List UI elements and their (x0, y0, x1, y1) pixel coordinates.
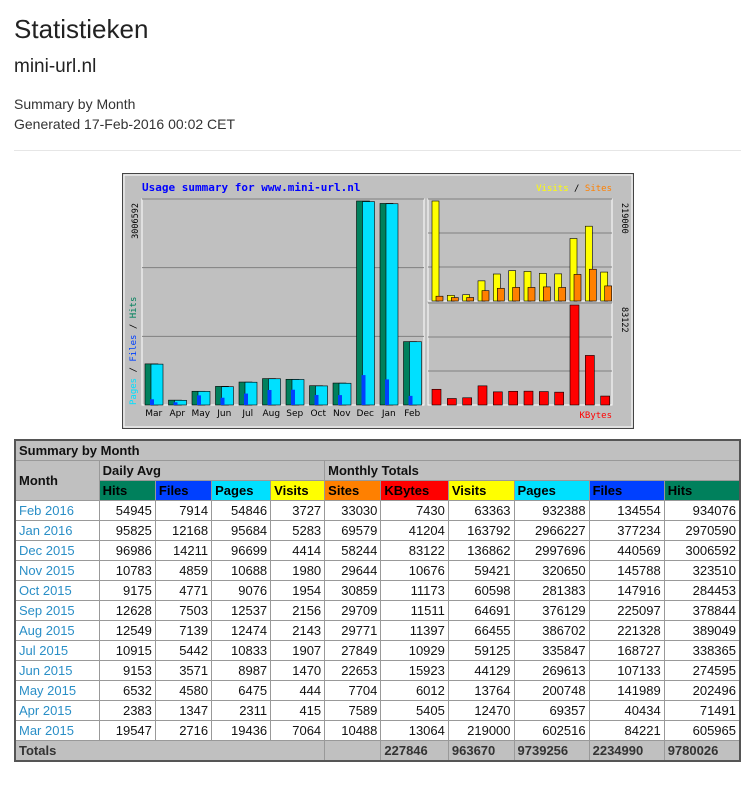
value-cell: 8987 (212, 661, 271, 681)
value-cell: 1470 (271, 661, 325, 681)
value-cell: 59125 (448, 641, 514, 661)
report-meta (14, 94, 741, 134)
legend-part: / (129, 361, 139, 378)
monthly-totals-header: Monthly Totals (325, 461, 740, 481)
bar-files (291, 390, 295, 405)
value-cell: 95825 (99, 521, 155, 541)
value-cell: 10688 (212, 561, 271, 581)
value-cell: 2156 (271, 601, 325, 621)
bar-pages (386, 204, 398, 405)
table-row (15, 701, 740, 721)
value-cell: 33030 (325, 501, 381, 521)
value-cell: 13064 (381, 721, 448, 741)
page-header (14, 0, 741, 134)
value-cell: 12470 (448, 701, 514, 721)
bar-visits (432, 201, 439, 301)
monthly-col-visits: Visits (448, 481, 514, 501)
value-cell: 11511 (381, 601, 448, 621)
month-cell (15, 501, 99, 521)
month-cell (15, 721, 99, 741)
value-cell: 95684 (212, 521, 271, 541)
value-cell: 44129 (448, 661, 514, 681)
month-link[interactable]: Nov 2015 (19, 563, 75, 578)
value-cell: 5405 (381, 701, 448, 721)
month-tick-label: Jul (242, 409, 254, 419)
month-link[interactable]: Jun 2015 (19, 663, 73, 678)
bar-files (362, 375, 366, 405)
bar-sites (589, 269, 596, 301)
month-cell (15, 641, 99, 661)
value-cell: 58244 (325, 541, 381, 561)
value-cell: 269613 (514, 661, 589, 681)
monthly-col-kbytes: KBytes (381, 481, 448, 501)
bar-sites (528, 287, 535, 301)
totals-cell: 9780026 (664, 741, 740, 762)
bar-sites (467, 297, 474, 301)
bar-kbytes (509, 391, 518, 405)
bar-kbytes (570, 305, 579, 405)
month-cell (15, 561, 99, 581)
value-cell: 60598 (448, 581, 514, 601)
summary-label: Summary by Month (14, 96, 136, 112)
value-cell: 1954 (271, 581, 325, 601)
value-cell: 19436 (212, 721, 271, 741)
value-cell: 30859 (325, 581, 381, 601)
bar-sites (574, 274, 581, 301)
month-tick-label: Feb (404, 409, 421, 419)
month-link[interactable]: Aug 2015 (19, 623, 75, 638)
value-cell: 2970590 (664, 521, 740, 541)
month-link[interactable]: Sep 2015 (19, 603, 75, 618)
value-cell: 40434 (589, 701, 664, 721)
value-cell: 145788 (589, 561, 664, 581)
table-row (15, 721, 740, 741)
bar-kbytes (463, 398, 472, 405)
divider (14, 150, 741, 151)
value-cell: 7914 (155, 501, 211, 521)
table-row (15, 641, 740, 661)
bar-kbytes (601, 396, 610, 405)
value-cell: 378844 (664, 601, 740, 621)
value-cell: 12628 (99, 601, 155, 621)
value-cell: 29771 (325, 621, 381, 641)
bar-pages (363, 202, 375, 405)
bar-files (338, 395, 342, 405)
value-cell: 281383 (514, 581, 589, 601)
left-axis-legend (129, 297, 139, 405)
usage-summary-chart (122, 173, 634, 429)
totals-label: Totals (15, 741, 325, 762)
value-cell: 932388 (514, 501, 589, 521)
value-cell: 13764 (448, 681, 514, 701)
value-cell: 134554 (589, 501, 664, 521)
totals-empty (325, 741, 381, 762)
value-cell: 323510 (664, 561, 740, 581)
bar-sites (543, 287, 550, 301)
value-cell: 7139 (155, 621, 211, 641)
value-cell: 163792 (448, 521, 514, 541)
page-title: Statistieken (14, 14, 149, 44)
bar-kbytes (585, 355, 594, 405)
value-cell: 7430 (381, 501, 448, 521)
monthly-summary-table (14, 439, 741, 762)
legend-visits-sites-text (536, 184, 612, 194)
bar-kbytes (447, 398, 456, 405)
value-cell: 338365 (664, 641, 740, 661)
table-row (15, 581, 740, 601)
value-cell: 6012 (381, 681, 448, 701)
bar-files (385, 379, 389, 405)
legend-part: Sites (584, 184, 612, 194)
value-cell: 4580 (155, 681, 211, 701)
value-cell: 136862 (448, 541, 514, 561)
totals-cell: 963670 (448, 741, 514, 762)
table-row (15, 681, 740, 701)
value-cell: 96699 (212, 541, 271, 561)
totals-cell: 2234990 (589, 741, 664, 762)
bar-kbytes (432, 389, 441, 405)
daily-col-pages: Pages (212, 481, 271, 501)
legend-part: / (129, 318, 139, 335)
value-cell: 440569 (589, 541, 664, 561)
table-row (15, 621, 740, 641)
bar-sites (513, 287, 520, 301)
value-cell: 12474 (212, 621, 271, 641)
bar-files (174, 402, 178, 405)
value-cell: 7589 (325, 701, 381, 721)
value-cell: 335847 (514, 641, 589, 661)
month-link[interactable]: Oct 2015 (19, 583, 72, 598)
bar-files (221, 398, 225, 405)
value-cell: 29644 (325, 561, 381, 581)
bar-pages (410, 342, 422, 405)
table-row (15, 661, 740, 681)
monthly-col-pages: Pages (514, 481, 589, 501)
bar-files (409, 396, 413, 405)
month-cell (15, 581, 99, 601)
legend-kbytes: KBytes (579, 411, 612, 421)
value-cell: 69579 (325, 521, 381, 541)
month-link[interactable]: Mar 2015 (19, 723, 74, 738)
month-cell (15, 541, 99, 561)
value-cell: 83122 (381, 541, 448, 561)
value-cell: 934076 (664, 501, 740, 521)
value-cell: 59421 (448, 561, 514, 581)
month-tick-label: Dec (356, 409, 374, 419)
value-cell: 96986 (99, 541, 155, 561)
value-cell: 7704 (325, 681, 381, 701)
table-row (15, 601, 740, 621)
value-cell: 19547 (99, 721, 155, 741)
month-link[interactable]: Feb 2016 (19, 503, 74, 518)
value-cell: 2966227 (514, 521, 589, 541)
value-cell: 9076 (212, 581, 271, 601)
month-tick-label: May (191, 409, 211, 419)
bar-sites (605, 286, 612, 301)
month-tick-label: Apr (169, 409, 186, 419)
value-cell: 10915 (99, 641, 155, 661)
value-cell: 9175 (99, 581, 155, 601)
value-cell: 22653 (325, 661, 381, 681)
value-cell: 284453 (664, 581, 740, 601)
value-cell: 3571 (155, 661, 211, 681)
month-cell (15, 681, 99, 701)
value-cell: 9153 (99, 661, 155, 681)
value-cell: 10833 (212, 641, 271, 661)
legend-part: Visits (536, 184, 569, 194)
month-tick-label: Sep (286, 409, 304, 419)
monthly-col-files: Files (589, 481, 664, 501)
bar-sites (482, 291, 489, 301)
value-cell: 219000 (448, 721, 514, 741)
month-cell (15, 601, 99, 621)
bar-files (197, 395, 201, 405)
bar-sites (559, 287, 566, 301)
value-cell: 27849 (325, 641, 381, 661)
value-cell: 2143 (271, 621, 325, 641)
value-cell: 54846 (212, 501, 271, 521)
month-cell (15, 521, 99, 541)
month-tick-label: Jan (381, 409, 396, 419)
totals-cell: 227846 (381, 741, 448, 762)
value-cell: 1907 (271, 641, 325, 661)
value-cell: 415 (271, 701, 325, 721)
daily-avg-header: Daily Avg (99, 461, 325, 481)
value-cell: 377234 (589, 521, 664, 541)
value-cell: 2716 (155, 721, 211, 741)
bar-files (268, 390, 272, 405)
legend-part: Hits (129, 296, 139, 319)
value-cell: 10783 (99, 561, 155, 581)
value-cell: 5283 (271, 521, 325, 541)
value-cell: 147916 (589, 581, 664, 601)
month-tick-label: Jun (217, 409, 232, 419)
bar-kbytes (555, 392, 564, 405)
bar-files (315, 395, 319, 405)
value-cell: 12549 (99, 621, 155, 641)
value-cell: 386702 (514, 621, 589, 641)
bar-files (150, 399, 154, 405)
month-tick-label: Oct (310, 409, 327, 419)
table-row (15, 501, 740, 521)
value-cell: 5442 (155, 641, 211, 661)
bar-kbytes (539, 392, 548, 405)
value-cell: 10488 (325, 721, 381, 741)
value-cell: 4859 (155, 561, 211, 581)
month-tick-label: Aug (262, 409, 281, 419)
bar-pages (151, 364, 163, 405)
month-link[interactable]: Jul 2015 (19, 643, 69, 658)
value-cell: 12537 (212, 601, 271, 621)
rt-axis-max-label: 219000 (619, 203, 629, 234)
legend-part: Files (129, 334, 139, 362)
bar-files (244, 394, 248, 405)
value-cell: 274595 (664, 661, 740, 681)
legend-visits-sites (536, 184, 612, 194)
value-cell: 29709 (325, 601, 381, 621)
month-link[interactable]: Dec 2015 (19, 543, 75, 558)
month-header: Month (15, 461, 99, 501)
legend-part: / (568, 184, 585, 194)
value-cell: 602516 (514, 721, 589, 741)
value-cell: 64691 (448, 601, 514, 621)
bar-sites (436, 296, 443, 301)
value-cell: 11397 (381, 621, 448, 641)
month-link[interactable]: Apr 2015 (19, 703, 72, 718)
monthly-col-sites: Sites (325, 481, 381, 501)
value-cell: 225097 (589, 601, 664, 621)
daily-col-hits: Hits (99, 481, 155, 501)
value-cell: 71491 (664, 701, 740, 721)
value-cell: 4771 (155, 581, 211, 601)
table-row (15, 541, 740, 561)
daily-col-files: Files (155, 481, 211, 501)
value-cell: 7503 (155, 601, 211, 621)
value-cell: 3006592 (664, 541, 740, 561)
value-cell: 2383 (99, 701, 155, 721)
table-row (15, 521, 740, 541)
left-axis-max-label: 3006592 (131, 203, 141, 239)
value-cell: 11173 (381, 581, 448, 601)
value-cell: 54945 (99, 501, 155, 521)
value-cell: 3727 (271, 501, 325, 521)
table-row (15, 561, 740, 581)
value-cell: 63363 (448, 501, 514, 521)
value-cell: 2997696 (514, 541, 589, 561)
value-cell: 6532 (99, 681, 155, 701)
value-cell: 221328 (589, 621, 664, 641)
value-cell: 84221 (589, 721, 664, 741)
value-cell: 320650 (514, 561, 589, 581)
bar-kbytes (524, 391, 533, 405)
value-cell: 10676 (381, 561, 448, 581)
month-cell (15, 701, 99, 721)
value-cell: 2311 (212, 701, 271, 721)
value-cell: 389049 (664, 621, 740, 641)
value-cell: 69357 (514, 701, 589, 721)
value-cell: 107133 (589, 661, 664, 681)
table-caption: Summary by Month (15, 440, 740, 461)
value-cell: 168727 (589, 641, 664, 661)
value-cell: 15923 (381, 661, 448, 681)
legend-part: Pages (129, 377, 139, 405)
month-cell (15, 621, 99, 641)
chart-title: Usage summary for www.mini-url.nl (142, 181, 361, 194)
value-cell: 66455 (448, 621, 514, 641)
month-cell (15, 661, 99, 681)
monthly-col-hits: Hits (664, 481, 740, 501)
value-cell: 1347 (155, 701, 211, 721)
site-name: mini-url.nl (14, 56, 97, 77)
bar-sites (497, 288, 504, 301)
bar-kbytes (493, 392, 502, 405)
rb-axis-max-label: 83122 (619, 307, 629, 333)
value-cell: 10929 (381, 641, 448, 661)
value-cell: 200748 (514, 681, 589, 701)
month-link[interactable]: May 2015 (19, 683, 77, 698)
value-cell: 202496 (664, 681, 740, 701)
month-link[interactable]: Jan 2016 (19, 523, 73, 538)
value-cell: 376129 (514, 601, 589, 621)
value-cell: 4414 (271, 541, 325, 561)
month-tick-label: Nov (332, 409, 351, 419)
value-cell: 141989 (589, 681, 664, 701)
value-cell: 444 (271, 681, 325, 701)
bar-sites (451, 298, 458, 301)
value-cell: 12168 (155, 521, 211, 541)
value-cell: 41204 (381, 521, 448, 541)
generated-timestamp: Generated 17-Feb-2016 00:02 CET (14, 116, 236, 132)
bar-kbytes (478, 386, 487, 405)
value-cell: 1980 (271, 561, 325, 581)
totals-cell: 9739256 (514, 741, 589, 762)
value-cell: 7064 (271, 721, 325, 741)
totals-row (15, 741, 740, 762)
value-cell: 14211 (155, 541, 211, 561)
value-cell: 6475 (212, 681, 271, 701)
daily-col-visits: Visits (271, 481, 325, 501)
month-tick-label: Mar (145, 409, 163, 419)
value-cell: 605965 (664, 721, 740, 741)
